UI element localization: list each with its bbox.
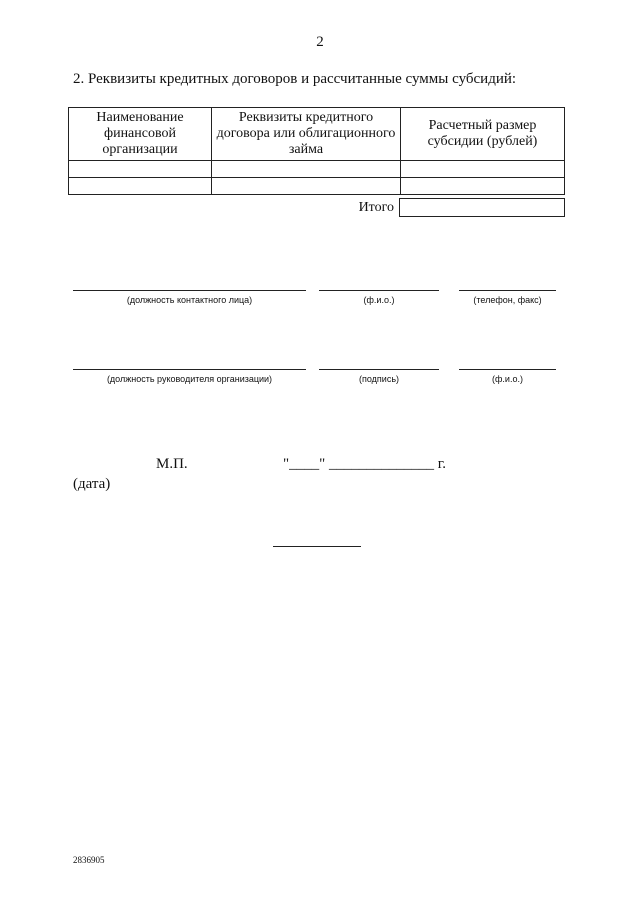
head-name-caption: (ф.и.о.) [492, 374, 523, 384]
header-credit-requisites: Реквизиты кредитного договора или облигационного займа [212, 108, 401, 161]
contact-phone-line[interactable] [459, 290, 556, 291]
contact-name-caption: (ф.и.о.) [363, 295, 395, 305]
contact-position-caption: (должность контактного лица) [126, 295, 253, 305]
total-value-field[interactable] [399, 198, 565, 217]
head-signature-caption: (подпись) [358, 374, 400, 384]
table-cell[interactable] [401, 178, 565, 195]
contact-name-line[interactable] [319, 290, 439, 291]
table-cell[interactable] [401, 161, 565, 178]
table-row [69, 178, 565, 195]
closing-divider [273, 546, 361, 547]
date-caption: (дата) [73, 476, 111, 492]
head-position-line[interactable] [73, 369, 306, 370]
section-heading: 2. Реквизиты кредитных договоров и рассчитанные суммы субсидий: [73, 71, 517, 87]
header-subsidy-amount: Расчетный размер субсидии (рублей) [401, 108, 565, 161]
head-position-caption: (должность руководителя организации) [106, 374, 273, 384]
table-cell[interactable] [69, 161, 212, 178]
head-name-line[interactable] [459, 369, 556, 370]
requisites-table [68, 107, 565, 195]
table-cell[interactable] [212, 161, 401, 178]
stamp-label: М.П. [156, 456, 188, 472]
table-row [69, 161, 565, 178]
header-financial-org: Наименование финансовой организации [69, 108, 212, 161]
document-code: 2836905 [73, 855, 105, 865]
table-cell[interactable] [69, 178, 212, 195]
table-header-row [69, 108, 565, 161]
head-signature-line[interactable] [319, 369, 439, 370]
contact-position-line[interactable] [73, 290, 306, 291]
date-field[interactable]: "____" ______________ г. [283, 456, 446, 472]
table-cell[interactable] [212, 178, 401, 195]
contact-phone-caption: (телефон, факс) [473, 295, 542, 305]
total-label: Итого [358, 200, 394, 215]
page-number: 2 [316, 34, 324, 50]
